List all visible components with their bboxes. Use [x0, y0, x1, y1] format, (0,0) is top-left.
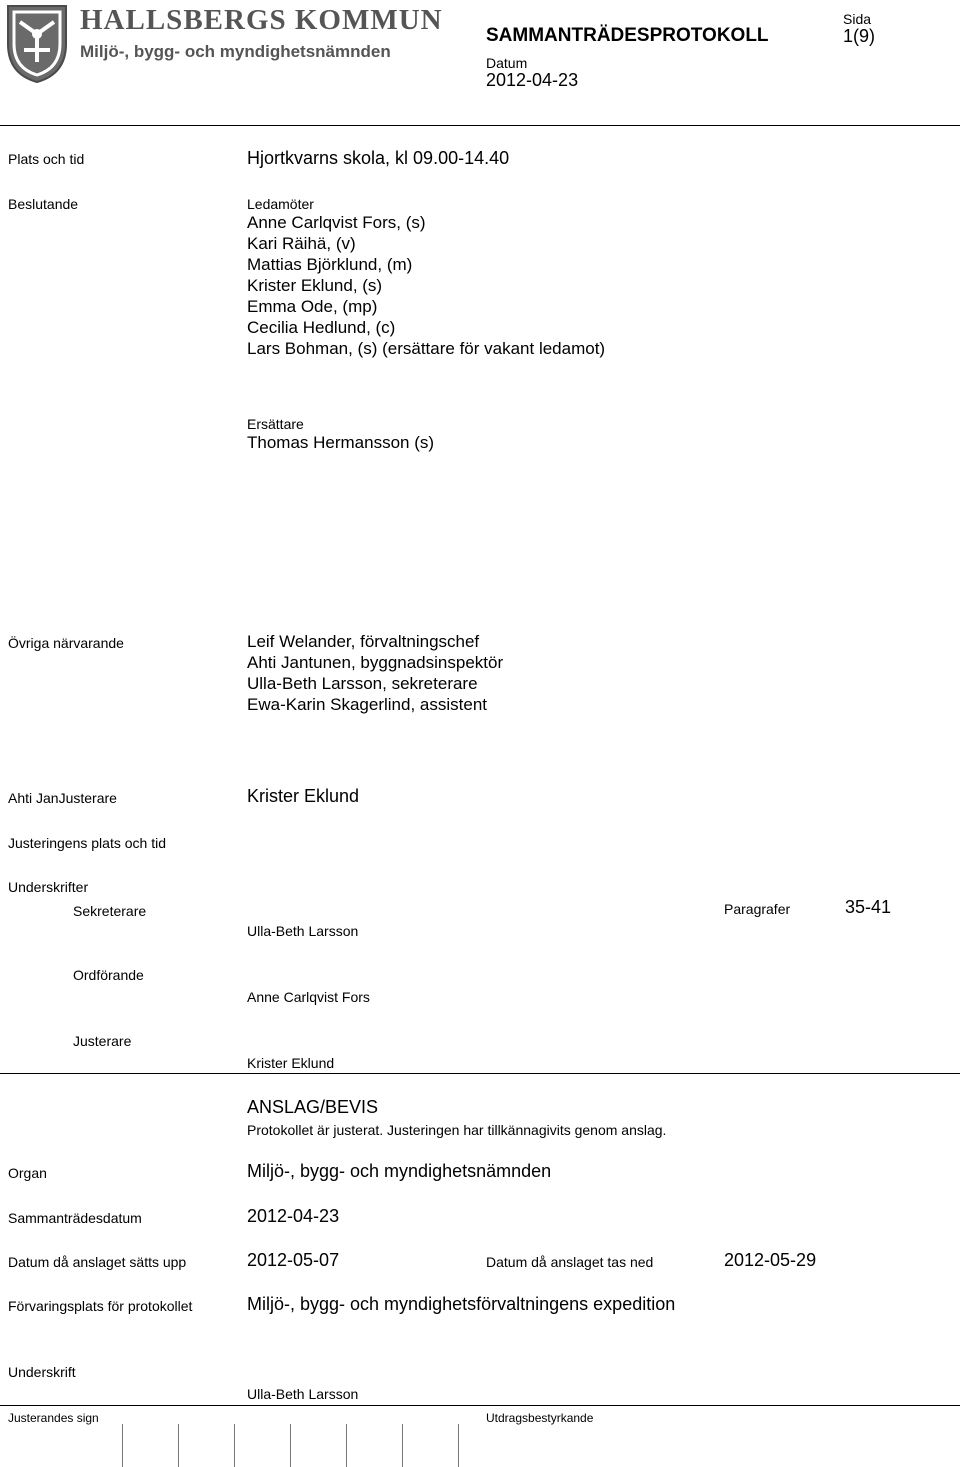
page-label: Sida [843, 11, 872, 27]
place-label: Plats och tid [8, 151, 85, 167]
secretary-name: Ulla-Beth Larsson [247, 923, 359, 939]
chair-label: Ordförande [73, 967, 144, 983]
page-number: 1(9) [843, 26, 876, 46]
chair-name: Anne Carlqvist Fors [247, 989, 370, 1005]
sign-box-divider [346, 1424, 347, 1467]
attendee-item: Ewa-Karin Skagerlind, assistent [247, 695, 488, 714]
notice-text: Protokollet är justerat. Justeringen har tillkännagivits genom anslag. [247, 1122, 667, 1138]
attendee-item: Ulla-Beth Larsson, sekreterare [247, 674, 478, 693]
header-divider [0, 125, 960, 126]
date-value: 2012-04-23 [486, 70, 579, 90]
adjuster-label: Ahti JanJusterare [8, 790, 117, 806]
notice-heading: ANSLAG/BEVIS [247, 1097, 379, 1117]
substitutes-heading: Ersättare [247, 416, 304, 432]
notice-divider [0, 1073, 960, 1074]
coat-of-arms-icon [6, 4, 68, 84]
member-item: Mattias Björklund, (m) [247, 255, 413, 274]
member-item: Emma Ode, (mp) [247, 297, 378, 316]
member-item: Lars Bohman, (s) (ersättare för vakant ledamot) [247, 339, 606, 358]
substitute-item: Thomas Hermansson (s) [247, 433, 435, 452]
storage-label: Förvaringsplats för protokollet [8, 1298, 193, 1314]
others-label: Övriga närvarande [8, 635, 124, 651]
member-item: Cecilia Hedlund, (c) [247, 318, 396, 337]
signatures-label: Underskrifter [8, 879, 89, 895]
member-item: Krister Eklund, (s) [247, 276, 383, 295]
sign-box-divider [290, 1424, 291, 1467]
adjuster-value: Krister Eklund [247, 786, 360, 806]
footer-divider [0, 1405, 960, 1406]
place-value: Hjortkvarns skola, kl 09.00-14.40 [247, 148, 510, 168]
member-item: Anne Carlqvist Fors, (s) [247, 213, 426, 232]
removed-date-value: 2012-05-29 [724, 1250, 817, 1270]
attendee-item: Leif Welander, förvaltningschef [247, 632, 480, 651]
certificate-label: Utdragsbestyrkande [486, 1411, 594, 1425]
signature-adjuster-label: Justerare [73, 1033, 132, 1049]
attendee-item: Ahti Jantunen, byggnadsinspektör [247, 653, 504, 672]
members-heading: Ledamöter [247, 196, 314, 212]
signature-label: Underskrift [8, 1364, 76, 1380]
storage-value: Miljö-, bygg- och myndighetsförvaltningens expedition [247, 1294, 676, 1314]
meeting-date-value: 2012-04-23 [247, 1206, 340, 1226]
secretary-label: Sekreterare [73, 903, 147, 919]
municipality-logo [6, 4, 68, 89]
organ-value: Miljö-, bygg- och myndighetsnämnden [247, 1161, 552, 1181]
document-title: SAMMANTRÄDESPROTOKOLL [486, 25, 769, 46]
member-item: Kari Räihä, (v) [247, 234, 356, 253]
organ-label: Organ [8, 1165, 47, 1181]
deciding-label: Beslutande [8, 196, 79, 212]
adjusters-sign-label: Justerandes sign [8, 1411, 99, 1425]
signature-adjuster-name: Krister Eklund [247, 1055, 335, 1071]
sign-box-divider [234, 1424, 235, 1467]
date-label: Datum [486, 55, 528, 71]
posted-date-value: 2012-05-07 [247, 1250, 340, 1270]
removed-date-label: Datum då anslaget tas ned [486, 1254, 654, 1270]
sign-box-divider [178, 1424, 179, 1467]
meeting-date-label: Sammanträdesdatum [8, 1210, 142, 1226]
sign-box-divider [122, 1424, 123, 1467]
posted-date-label: Datum då anslaget sätts upp [8, 1254, 187, 1270]
others-list [247, 631, 503, 715]
org-subtitle: Miljö-, bygg- och myndighetsnämnden [80, 42, 391, 61]
sign-box-divider [402, 1424, 403, 1467]
paragraphs-label: Paragrafer [724, 901, 791, 917]
substitutes-list [247, 432, 434, 453]
org-name: HALLSBERGS KOMMUN [80, 4, 443, 36]
signature-name: Ulla-Beth Larsson [247, 1386, 359, 1402]
paragraphs-value: 35-41 [845, 897, 892, 917]
sign-box-divider [458, 1424, 459, 1467]
adjust-place-label: Justeringens plats och tid [8, 835, 166, 851]
members-list [247, 212, 605, 359]
